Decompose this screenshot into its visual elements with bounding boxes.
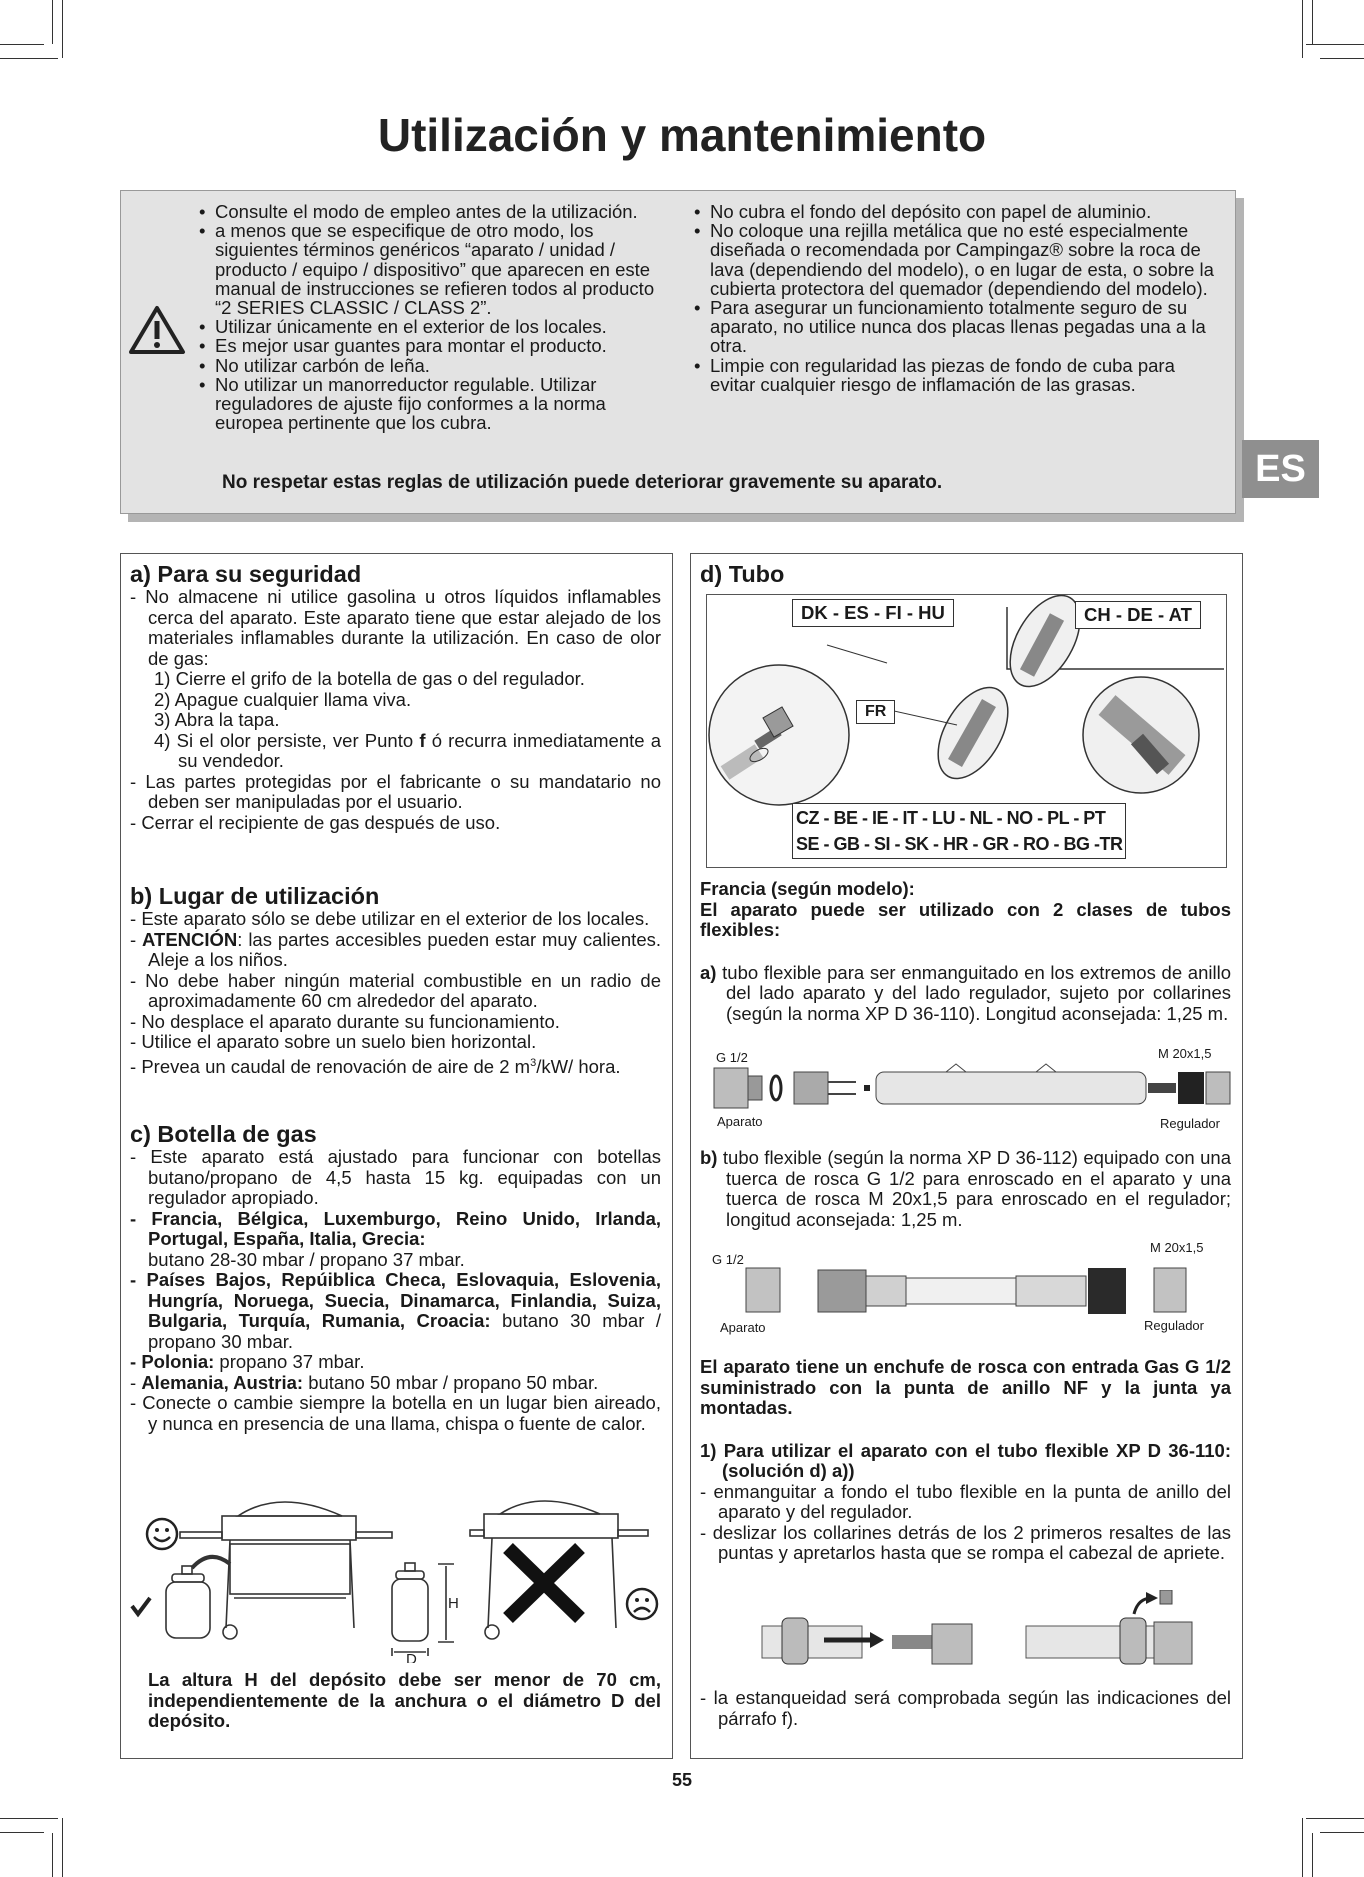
right-column-heading <box>700 561 1231 587</box>
right-column-end <box>700 1688 1231 1729</box>
warning-item: • No utilizar carbón de leña. <box>197 356 669 375</box>
fig1-g-label: G 1/2 <box>716 1050 748 1065</box>
warning-triangle-icon <box>128 304 186 356</box>
country-tag-ch: CH - DE - AT <box>1075 601 1201 629</box>
language-tab: ES <box>1242 440 1319 498</box>
country-tag-fr: FR <box>856 700 895 724</box>
fig2-aparato-label: Aparato <box>720 1320 766 1335</box>
section-a-intro: - No almacene ni utilice gasolina u otros líquidos inflamables cerca del aparato. Este aparato tiene que estar alejado de los materiales inflamables durante la utilización. En caso de olor de gas: <box>130 586 661 669</box>
country-tag-cz: CZ - BE - IE - IT - LU - NL - NO - PL - PT SE - GB - SI - SK - HR - GR - RO - BG -TR <box>792 803 1126 859</box>
right-column <box>700 879 1231 1024</box>
page-number: 55 <box>671 1770 693 1790</box>
section-d-heading: d) Tubo <box>700 561 785 587</box>
country-tag-dk: DK - ES - FI - HU <box>792 599 954 627</box>
section-c-item: - Este aparato está ajustado para funcionar con botellas butano/propano de 4,5 hasta 15 kg. equipadas con un regulador apropiado. <box>130 1146 661 1209</box>
section-a-step: 3) Abra la tapa. <box>154 709 280 730</box>
left-column <box>130 561 661 1434</box>
fig1-regulador-label: Regulador <box>1160 1116 1220 1131</box>
step1-heading: 1) Para utilizar el aparato con el tubo flexible XP D 36-110: (solución d) a)) <box>700 1439 1231 1481</box>
warning-item: • No utilizar un manorreductor regulable. Utilizar reguladores de ajuste fijo conformes a la norma europea pertinente que los cubra. <box>197 375 669 433</box>
gas-bottle-illustration <box>130 1488 661 1663</box>
tube-type-b-block <box>700 1148 1231 1230</box>
section-b-item: - Este aparato sólo se debe utilizar en el exterior de los locales. <box>130 908 650 929</box>
fig1-m-label: M 20x1,5 <box>1158 1046 1212 1061</box>
prohibited-cross-icon <box>508 1548 580 1618</box>
right-column-lower <box>700 1357 1231 1564</box>
step1-item: - enmanguitar a fondo el tubo flexible en la punta de anillo del aparato y del regulador. <box>700 1480 1231 1522</box>
warning-item: • No cubra el fondo del depósito con papel de aluminio. <box>692 202 1222 221</box>
tube-type-b: b) tubo flexible (según la norma XP D 36-112) equipado con una tuerca de rosca G 1/2 para enroscado en el aparato y una tuerca de rosca M 20x1,5 para enroscado en el regulador; longitud aconsejada: 1,25 m. <box>700 1147 1231 1230</box>
bottle-height-note: La altura H del depósito debe ser menor de 70 cm, independientemente de la anchura o el diámetro D del depósito. <box>148 1669 661 1731</box>
section-c-heading: c) Botella de gas <box>130 1121 317 1148</box>
sad-face-icon <box>627 1589 657 1619</box>
section-c-item: - Alemania, Austria: butano 50 mbar / propano 50 mbar. <box>130 1371 599 1393</box>
gas-bottle-icon <box>166 1557 230 1638</box>
francia-text: El aparato puede ser utilizado con 2 clases de tubos flexibles: <box>700 898 1231 940</box>
section-a-heading: a) Para su seguridad <box>130 561 362 587</box>
francia-label: Francia (según modelo): <box>700 878 915 899</box>
fig1-aparato-label: Aparato <box>717 1114 763 1129</box>
warning-list-right <box>692 202 1222 394</box>
section-b-item: - Utilice el aparato sobre un suelo bien horizontal. <box>130 1031 537 1052</box>
section-b-item: - No desplace el aparato durante su funcionamiento. <box>130 1010 560 1032</box>
section-b-item: - No debe haber ningún material combustible en un radio de aproximadamente 60 cm alrededor del aparato. <box>130 969 661 1011</box>
hose-clamp-illustration <box>706 1590 1231 1678</box>
section-c-item: - Conecte o cambie siempre la botella en un lugar bien aireado, y nunca en presencia de una llama, chispa o fuente de calor. <box>130 1392 661 1434</box>
warning-list-left <box>197 202 669 432</box>
happy-face-icon <box>147 1519 177 1549</box>
step1-item: - la estanqueidad será comprobada según las indicaciones del párrafo f). <box>700 1687 1231 1729</box>
fig2-m-label: M 20x1,5 <box>1150 1240 1204 1255</box>
section-a-step: 4) Si el olor persiste, ver Punto f ó recurra inmediatamente a su vendedor. <box>154 729 662 771</box>
warning-item: • Consulte el modo de empleo antes de la utilización. <box>197 202 669 221</box>
tube-type-a: a) tubo flexible para ser enmanguitado en los extremos de anillo del lado aparato y del lado regulador, sujeto por collarines (según la norma XP D 36-110). Longitud aconsejada: 1,25 m. <box>700 961 1231 1024</box>
section-b-heading: b) Lugar de utilización <box>130 883 380 909</box>
warning-item: • Para asegurar un funcionamiento totalmente seguro de su aparato, no utilice nunca dos placas llenas pegadas una a la otra. <box>692 298 1222 356</box>
warning-item: • Utilizar únicamente en el exterior de los locales. <box>197 317 669 336</box>
section-b-item: - ATENCIÓN: las partes accesibles pueden estar muy calientes. Aleje a los niños. <box>130 928 661 970</box>
fig2-regulador-label: Regulador <box>1144 1318 1204 1333</box>
enchufe-text: El aparato tiene un enchufe de rosca con entrada Gas G 1/2 suministrado con la punta de anillo NF y la junta ya montadas. <box>700 1356 1231 1418</box>
page-title: Utilización y mantenimiento <box>377 109 987 161</box>
section-b-item: - Prevea un caudal de renovación de aire de 2 $m^3/kW/$ hora. <box>130 1055 621 1077</box>
section-a-item: - Cerrar el recipiente de gas después de uso. <box>130 811 501 833</box>
section-a-item: - Las partes protegidas por el fabricante o su mandatario no deben ser manipuladas por el usuario. <box>130 770 661 812</box>
section-a-step: 2) Apague cualquier llama viva. <box>154 688 412 710</box>
fig2-g-label: G 1/2 <box>712 1252 744 1267</box>
height-label: H <box>448 1595 459 1612</box>
step1-item: - deslizar los collarines detrás de los 2 primeros resaltes de las puntas y apretarlos hasta que se rompa el cabezal de apriete. <box>700 1521 1231 1563</box>
warning-footer: No respetar estas reglas de utilización puede deteriorar gravemente su aparato. <box>222 472 943 493</box>
diameter-label: D <box>406 1651 417 1663</box>
tube-a-illustration <box>706 1046 1231 1132</box>
warning-item: • a menos que se especifique de otro modo, los siguientes términos genéricos “aparato / unidad / producto / equipo / dispositivo” que aparecen en este manual de instrucciones se refieren todos al producto “2 SERIES CLASSIC / CLASS 2”. <box>197 221 669 317</box>
check-icon <box>132 1598 150 1614</box>
section-a-step: 1) Cierre el grifo de la botella de gas o del regulador. <box>154 668 585 689</box>
section-c-item: - Polonia: propano 37 mbar. <box>130 1351 365 1373</box>
section-c-item: - Francia, Bélgica, Luxemburgo, Reino Unido, Irlanda, Portugal, España, Italia, Grecia: butano 28-30 mbar / propano 37 mbar. <box>130 1207 661 1270</box>
section-c-item: - Países Bajos, Repúiblica Checa, Eslovaquia, Eslovenia, Hungría, Noruega, Suecia, Dinamarca, Finlandia, Suiza, Bulgaria, Turquía, Rumania, Croacia: butano 30 mbar / propano 30 mbar. <box>130 1269 661 1352</box>
warning-item: • Limpie con regularidad las piezas de fondo de cuba para evitar cualquier riesgo de inflamación de las grasas. <box>692 356 1222 394</box>
warning-item: • No coloque una rejilla metálica que no esté especialmente diseñada o recomendada por Campingaz® sobre la roca de lava (dependiendo del modelo), o en lugar de esta, o sobre la cubierta protectora del quemador (dependiendo del modelo). <box>692 221 1222 298</box>
warning-item: • Es mejor usar guantes para montar el producto. <box>197 336 669 355</box>
